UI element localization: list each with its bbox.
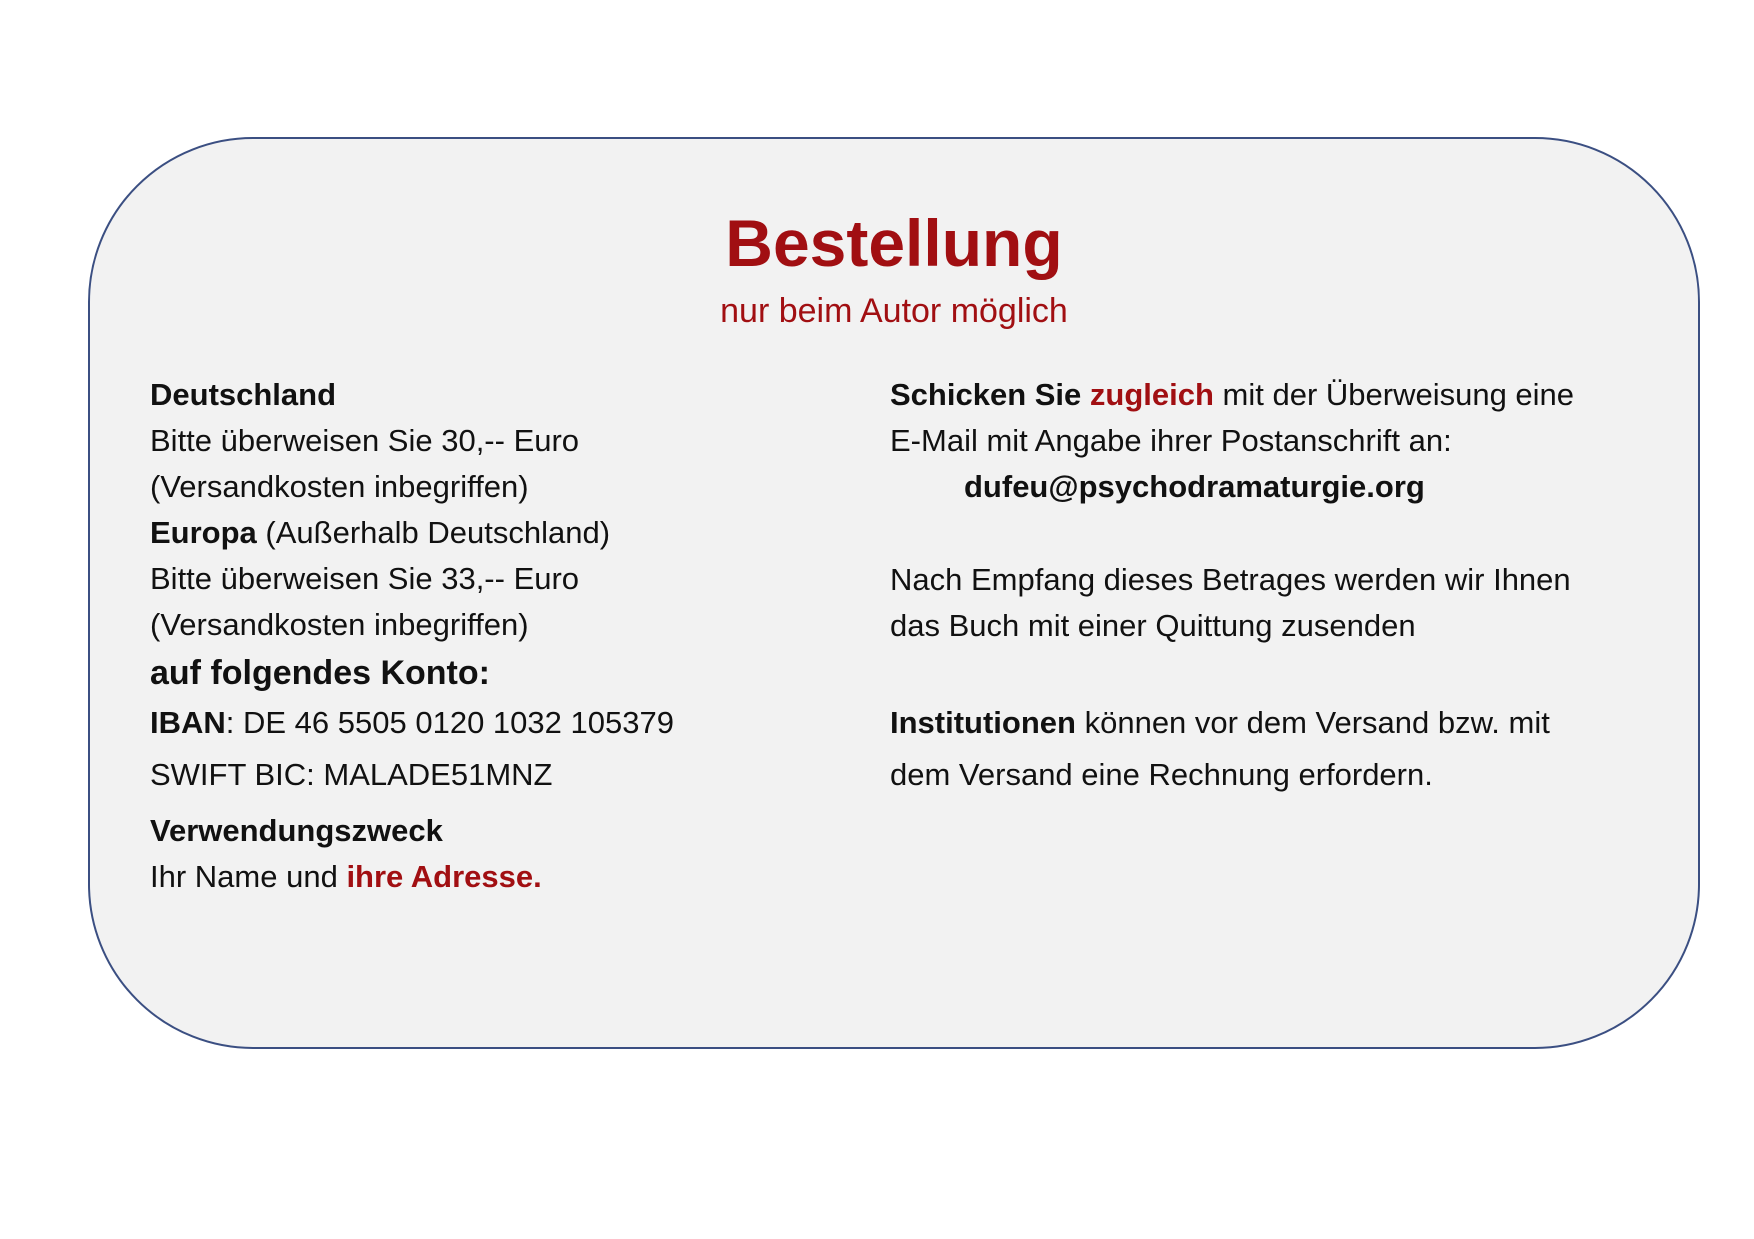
purpose-text: Ihr Name und	[150, 859, 347, 894]
germany-shipping-note: (Versandkosten inbegriffen)	[150, 469, 529, 504]
email-instruction-bold: Schicken Sie	[890, 377, 1082, 412]
account-heading: auf folgendes Konto:	[150, 654, 490, 692]
email-address[interactable]: dufeu@psychodramaturgie.org	[964, 469, 1425, 504]
page-subtitle: nur beim Autor möglich	[720, 292, 1068, 330]
order-card	[88, 137, 1700, 1049]
iban-label: IBAN	[150, 705, 226, 740]
payment-column	[150, 372, 850, 900]
institutions-rest: können vor dem Versand bzw. mit	[1075, 705, 1550, 740]
receipt-line-2: das Buch mit einer Quittung zusenden	[890, 608, 1416, 643]
europe-amount: Bitte überweisen Sie 33,-- Euro	[150, 561, 580, 596]
europe-shipping-note: (Versandkosten inbegriffen)	[150, 607, 529, 642]
iban-line	[150, 700, 850, 746]
instructions-column	[890, 372, 1650, 798]
institutions-bold: Institutionen	[890, 705, 1076, 740]
germany-amount: Bitte überweisen Sie 30,-- Euro	[150, 423, 580, 458]
purpose-heading: Verwendungszweck	[150, 813, 443, 848]
receipt-line-1: Nach Empfang dieses Betrages werden wir Ihnen	[890, 562, 1571, 597]
email-instruction-space	[1081, 377, 1090, 412]
email-instruction-rest: mit der Überweisung eine	[1213, 377, 1575, 412]
europe-heading: Europa	[150, 515, 257, 550]
institutions-line	[890, 700, 1650, 746]
germany-heading: Deutschland	[150, 377, 337, 412]
europe-note: (Außerhalb Deutschland)	[256, 515, 611, 550]
email-instruction-line	[890, 372, 1650, 418]
purpose-line	[150, 854, 850, 900]
email-instruction-line-2: E-Mail mit Angabe ihrer Postanschrift an:	[890, 423, 1452, 458]
europe-heading-line	[150, 510, 850, 556]
email-instruction-highlight: zugleich	[1089, 377, 1214, 412]
purpose-highlight: ihre Adresse.	[346, 859, 542, 894]
iban-value: : DE 46 5505 0120 1032 105379	[225, 705, 674, 740]
page-title: Bestellung	[725, 206, 1063, 280]
institutions-line-2: dem Versand eine Rechnung erfordern.	[890, 757, 1433, 792]
swift-line: SWIFT BIC: MALADE51MNZ	[150, 757, 553, 792]
